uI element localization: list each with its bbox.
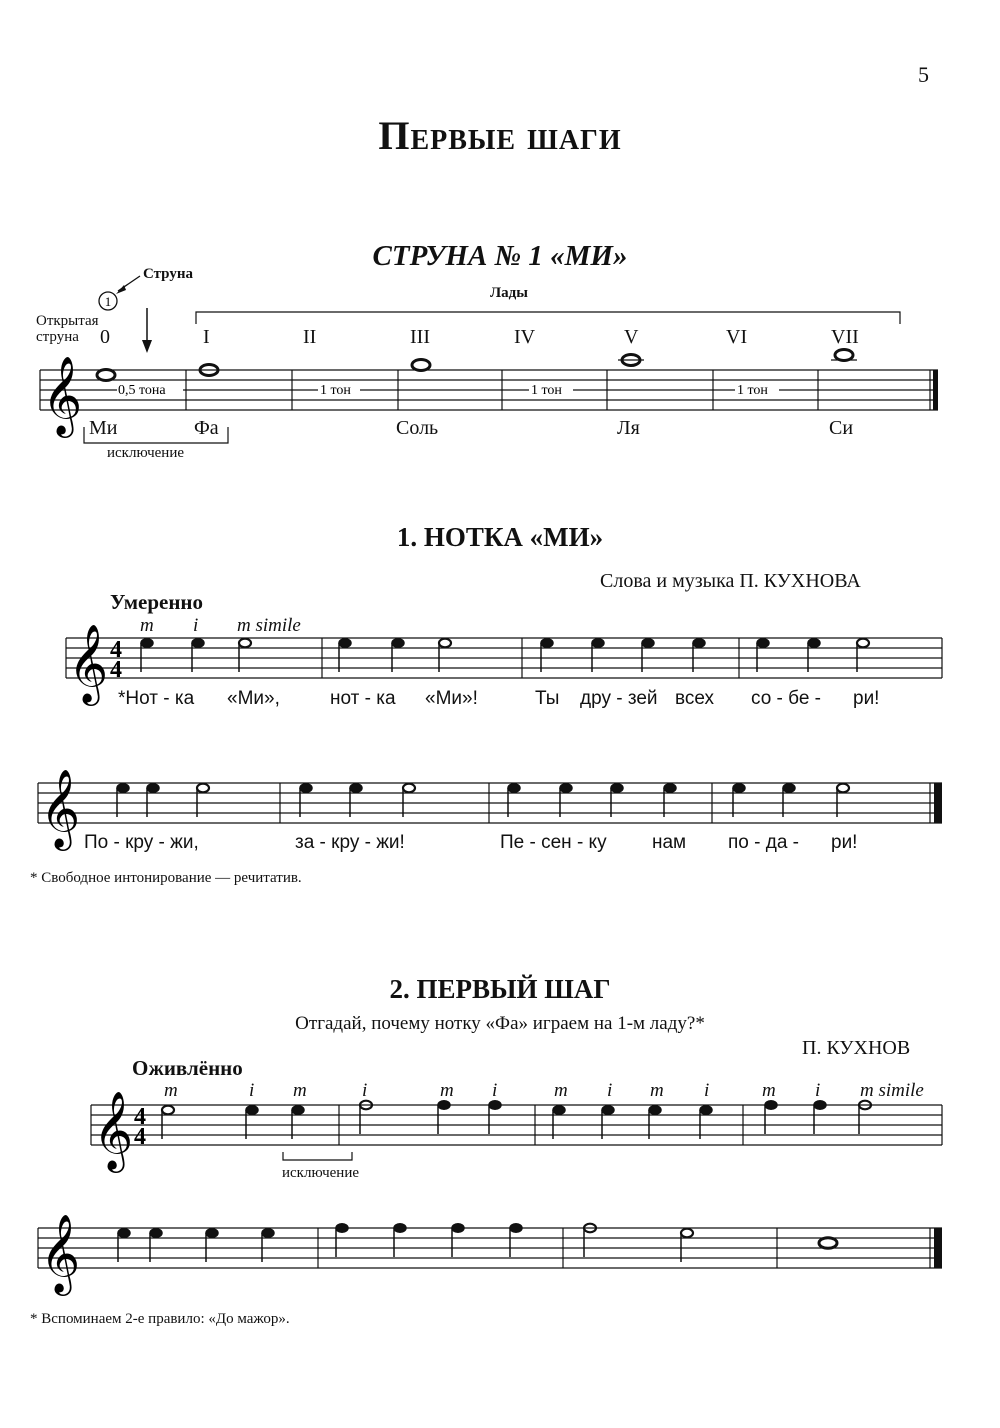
interval-label: 1 тон xyxy=(320,383,351,398)
song1-notes-line1 xyxy=(141,639,869,672)
song2-subtitle: Отгадай, почему нотку «Фа» играем на 1-м ладу?* xyxy=(295,1013,705,1034)
fingering: i xyxy=(249,1080,255,1101)
fret-label: III xyxy=(410,326,430,348)
lyric: ри! xyxy=(831,832,858,853)
lyric: по - да - xyxy=(728,832,799,853)
fingering: m xyxy=(554,1080,568,1101)
fret-label: II xyxy=(303,326,317,348)
song2-staves xyxy=(0,1080,1000,1320)
page-title: Первые шаги xyxy=(378,113,622,158)
lyric: всех xyxy=(675,688,715,709)
fret-label: V xyxy=(624,326,639,348)
treble-clef-icon: 𝄞 xyxy=(40,770,81,846)
open-string-label: Открытая струна xyxy=(36,313,99,345)
frets-label: Лады xyxy=(490,285,528,301)
fret-label: IV xyxy=(514,326,536,348)
string-label: Струна xyxy=(143,266,193,282)
note-name: Ля xyxy=(617,417,640,439)
song2-notes-line1 xyxy=(162,1101,871,1139)
song2-tempo: Оживлённо xyxy=(132,1056,243,1080)
note-name: Соль xyxy=(396,417,439,439)
lyric: нам xyxy=(652,832,687,853)
string-diagram-title: СТРУНА № 1 «МИ» xyxy=(372,240,628,272)
lyric: По - кру - жи, xyxy=(84,832,199,853)
fingering: i xyxy=(815,1080,821,1101)
time-signature-bottom: 4 xyxy=(110,657,122,683)
fingering: i xyxy=(607,1080,613,1101)
song1-title: 1. НОТКА «МИ» xyxy=(396,522,604,552)
frets-bracket xyxy=(196,312,900,324)
lyric: дру - зей xyxy=(580,688,658,709)
fret-label: VI xyxy=(726,326,748,348)
song2-title: 2. ПЕРВЫЙ ШАГ xyxy=(389,974,611,1004)
lyric: «Ми»! xyxy=(425,688,478,709)
treble-clef-icon: 𝄞 xyxy=(68,625,109,701)
exception-bracket xyxy=(283,1152,352,1160)
lyric: Ты xyxy=(535,688,560,709)
song2-footnote: * Вспоминаем 2-е правило: «До мажор». xyxy=(30,1311,290,1327)
song1-credit: Слова и музыка П. КУХНОВА xyxy=(600,570,861,592)
fingering: i xyxy=(193,615,199,636)
fingering: m xyxy=(762,1080,776,1101)
interval-label: 0,5 тона xyxy=(118,383,166,398)
song2-notes-line2 xyxy=(118,1224,837,1262)
treble-clef-icon: 𝄞 xyxy=(40,1215,81,1291)
lyric: со - бе - xyxy=(751,688,822,709)
string-number: 1 xyxy=(104,294,112,309)
song1-staves xyxy=(0,600,1000,900)
treble-clef-icon: 𝄞 xyxy=(42,357,83,433)
fingering: i xyxy=(362,1080,368,1101)
fingering: m xyxy=(164,1080,178,1101)
fingering: i xyxy=(492,1080,498,1101)
note-name: Си xyxy=(829,417,854,439)
lyric: «Ми», xyxy=(227,688,280,709)
fingering: m simile xyxy=(237,615,301,636)
fret-label: I xyxy=(203,326,210,348)
time-signature-top: 4 xyxy=(110,637,122,663)
fret-label: VII xyxy=(831,326,859,348)
fingering: m xyxy=(140,615,154,636)
fingering: m xyxy=(650,1080,664,1101)
page-number: 5 xyxy=(918,62,929,87)
note-name: Ми xyxy=(89,417,118,439)
open-string-zero: 0 xyxy=(100,326,110,348)
fingering: m xyxy=(440,1080,454,1101)
song1-tempo: Умеренно xyxy=(110,590,204,614)
fingering: i xyxy=(704,1080,710,1101)
exception-label: исключение xyxy=(107,445,185,461)
song1-footnote: * Свободное интонирование — речитатив. xyxy=(30,870,302,886)
interval-label: 1 тон xyxy=(737,383,768,398)
lyric: нот - ка xyxy=(330,688,396,709)
lyric: за - кру - жи! xyxy=(295,832,405,853)
interval-label: 1 тон xyxy=(531,383,562,398)
treble-clef-icon: 𝄞 xyxy=(93,1092,134,1168)
note-name: Фа xyxy=(194,417,219,439)
lyric: Пе - сен - ку xyxy=(500,832,607,853)
whole-notes xyxy=(97,350,853,381)
fingering: m simile xyxy=(860,1080,924,1101)
exception-label: исключение xyxy=(282,1165,360,1181)
lyric: ри! xyxy=(853,688,880,709)
down-arrow-icon xyxy=(142,340,152,353)
fingering: m xyxy=(293,1080,307,1101)
song2-credit: П. КУХНОВ xyxy=(802,1037,911,1059)
pointer-arrow-icon xyxy=(116,285,126,294)
string-diagram-graphic xyxy=(0,0,1000,480)
song1-notes-line2 xyxy=(117,784,849,817)
lyric: *Нот - ка xyxy=(118,688,195,709)
time-signature-bottom: 4 xyxy=(134,1124,146,1150)
time-signature-top: 4 xyxy=(134,1104,146,1130)
